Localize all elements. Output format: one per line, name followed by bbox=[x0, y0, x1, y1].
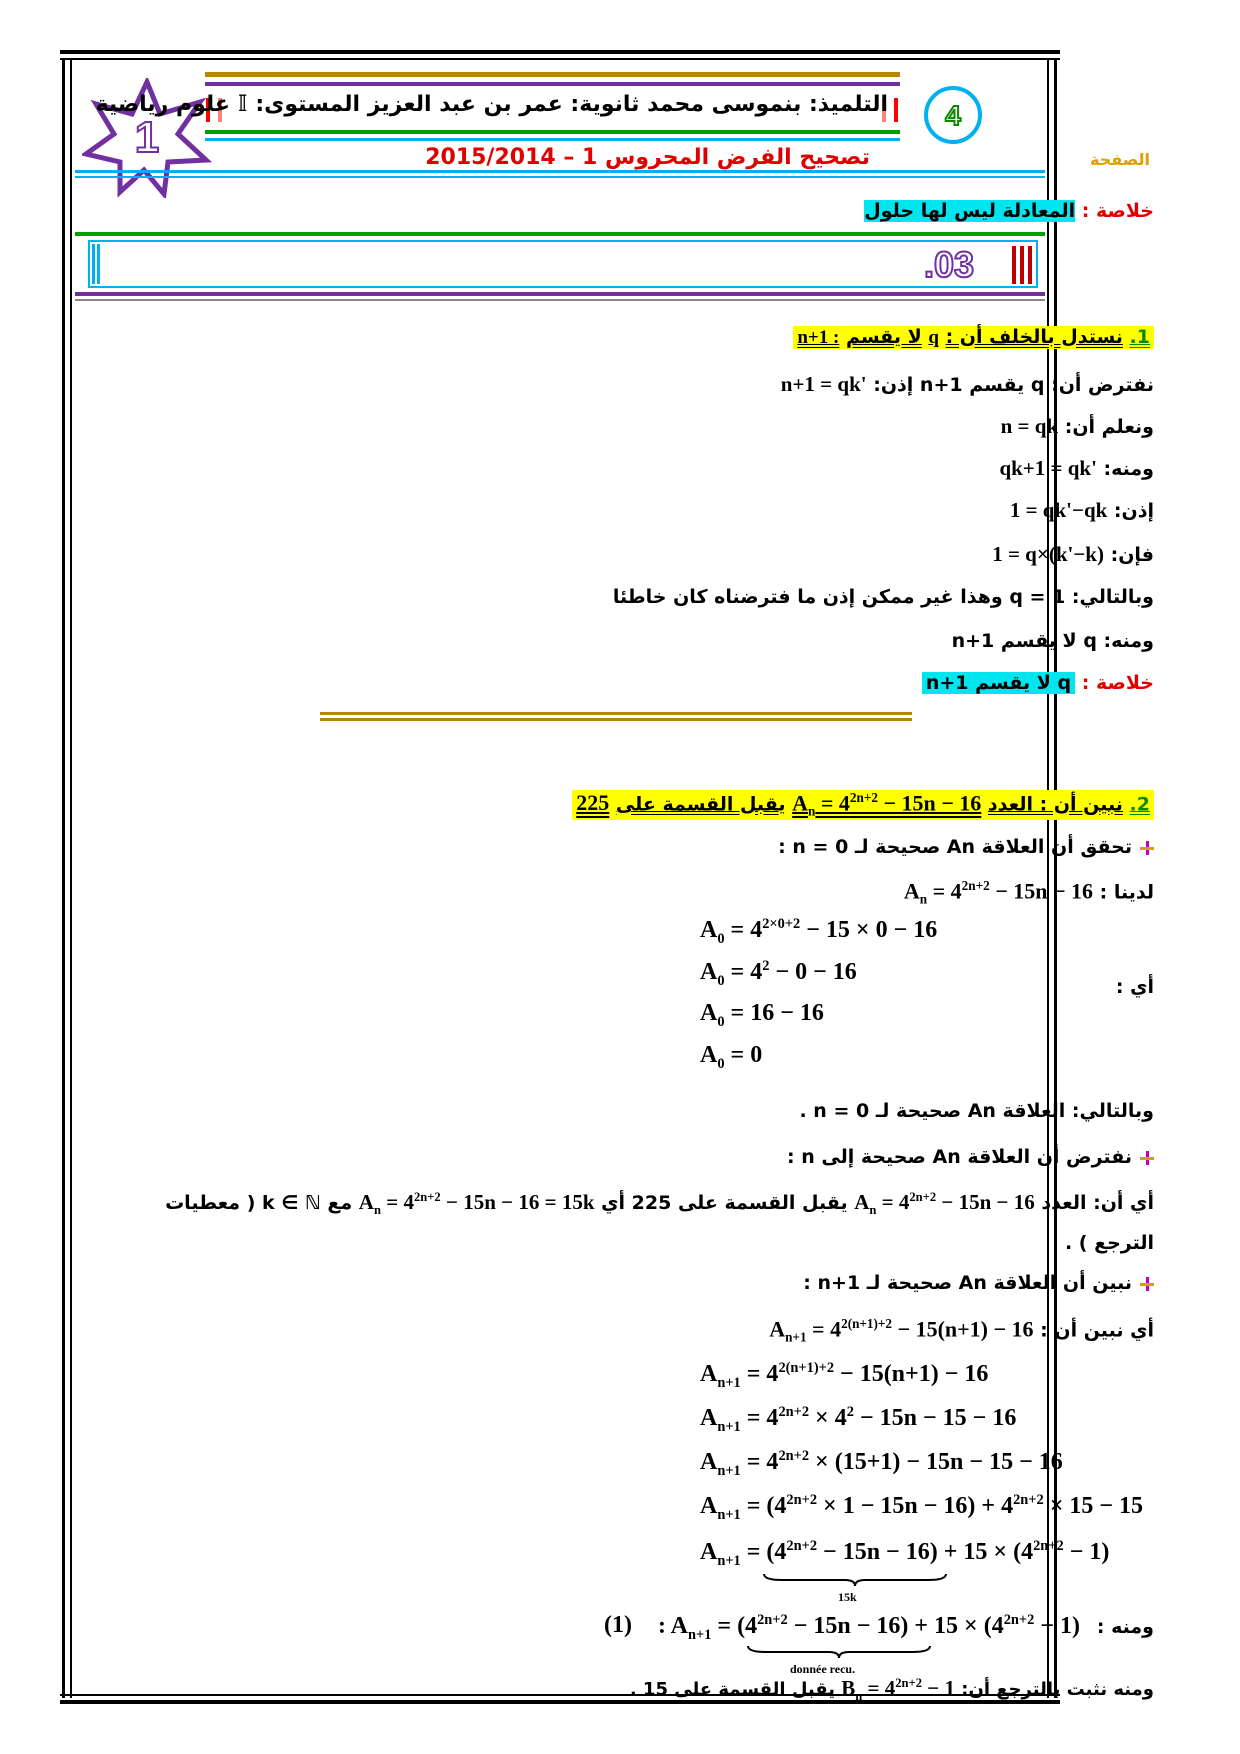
q2-an1-line4: $A_{n+1} = (4^{2n+2} \times 1 - 15n - 16) + 4^{2n+2} \times 15 - 15$ bbox=[700, 1492, 1144, 1523]
star-number: 1 bbox=[134, 113, 160, 162]
q2-a0-line4: $A_0 = 0$ bbox=[700, 1042, 763, 1072]
q2-eq-number: (1) bbox=[604, 1612, 632, 1638]
page-label: الصفحة bbox=[1089, 150, 1150, 169]
q2-an1-line3: $A_{n+1} = 4^{2n+2} \times (15+1) - 15n - 15 - 16$ bbox=[700, 1448, 1063, 1479]
header-bar-purple bbox=[205, 82, 900, 86]
banner-green bbox=[75, 232, 1045, 236]
q2-thus: ومنه : bbox=[1096, 1616, 1154, 1638]
q1-line-3-text: ومنه: bbox=[1103, 458, 1154, 480]
q2-hyp-b: يقبل القسمة على 225 أي bbox=[601, 1192, 848, 1214]
q1-title-expr: n+1 : bbox=[797, 327, 840, 348]
q1-title-b: لا يقسم bbox=[845, 326, 922, 348]
frame-top-inner bbox=[60, 58, 1060, 60]
q2-step2-text: نفترض أن العلاقة An صحيحة إلى n : bbox=[786, 1146, 1132, 1168]
exercise-number: .03 bbox=[924, 244, 975, 285]
brace-label-15k: 15k bbox=[838, 1590, 857, 1604]
bullet-icon bbox=[1140, 1151, 1154, 1165]
q1-line-7 bbox=[952, 630, 1154, 652]
q2-an1-line2: $A_{n+1} = 4^{2n+2} \times 4^2 - 15n - 15 - 16$ bbox=[700, 1404, 1017, 1435]
brace-label-donnee: donnée recu. bbox=[790, 1662, 856, 1676]
q2-title-div: 225 bbox=[576, 790, 610, 816]
q2-final-math: $B_n = 4^{2n+2} - 1$ bbox=[841, 1676, 955, 1704]
q2-final-a: ومنه نثبت بالترجع أن: bbox=[961, 1679, 1154, 1700]
q2-have-math: $A_n = 4^{2n+2} - 15n - 16$ bbox=[903, 878, 1094, 907]
rule-cyan-2 bbox=[75, 176, 1045, 178]
brace-icon bbox=[746, 1644, 932, 1660]
brace-icon bbox=[762, 1572, 948, 1588]
q2-hyp bbox=[165, 1190, 1154, 1218]
q2-step1 bbox=[778, 836, 1154, 858]
q1-line-3 bbox=[999, 456, 1154, 481]
q2-title bbox=[572, 790, 1154, 820]
q1-number: 1. bbox=[1129, 326, 1150, 348]
frame-top-outer bbox=[60, 50, 1060, 54]
q2-hyp-expr2: $A_n = 4^{2n+2} - 15n - 16 = 15k$ bbox=[358, 1190, 595, 1218]
bullet-icon bbox=[1140, 1277, 1154, 1291]
q1-summary bbox=[922, 672, 1154, 694]
banner-purple bbox=[75, 292, 1045, 296]
q1-line-4-math: 1 = qk'−qk bbox=[1009, 498, 1108, 522]
q2-hyp-expr1: $A_n = 4^{2n+2} - 15n - 16$ bbox=[854, 1190, 1035, 1218]
banner-gray bbox=[75, 299, 1045, 301]
q2-an1-line5: $A_{n+1} = (4^{2n+2} - 15n - 16) + 15 \times (4^{2n+2} - 1)$ bbox=[700, 1538, 1110, 1569]
frame-left-outer bbox=[62, 58, 65, 1698]
page-number-circle-icon bbox=[922, 84, 984, 146]
q2-title-expr: $A_n = 4^{2n+2} - 15n - 16$ bbox=[792, 790, 982, 819]
q2-show bbox=[769, 1316, 1154, 1346]
header-bar-green bbox=[205, 130, 900, 134]
q2-have-label: لدينا : bbox=[1099, 881, 1154, 904]
q2-show-math: $A_{n+1} = 4^{2(n+1)+2} - 15(n+1) - 16$ bbox=[769, 1316, 1034, 1345]
rule-cyan-1 bbox=[75, 170, 1045, 173]
q2-number: 2. bbox=[1129, 793, 1150, 816]
q2-show-label: أي نبين أن : bbox=[1040, 1319, 1154, 1342]
header-bar-blue bbox=[205, 138, 900, 141]
q1-line-4 bbox=[1010, 498, 1154, 523]
summary-top-label: خلاصة : bbox=[1081, 200, 1154, 222]
bullet-icon bbox=[1140, 841, 1154, 855]
frame-left-inner bbox=[70, 58, 72, 1698]
page-number: 4 bbox=[945, 100, 961, 131]
q1-summary-label: خلاصة : bbox=[1081, 672, 1154, 694]
q2-a0-line1: $A_0 = 4^{2\times 0+2} - 15 \times 0 - 16$ bbox=[700, 916, 938, 947]
q1-summary-text: q لا يقسم n+1 bbox=[922, 672, 1075, 694]
page-title: تصحيح الفرض المحروس 1 – 2015/2014 bbox=[425, 145, 870, 170]
q1-line-1-math: n+1 = qk' bbox=[780, 372, 867, 396]
banner-right-marks bbox=[1012, 246, 1034, 284]
q2-step1-text: تحقق أن العلاقة An صحيحة لـ n = 0 : bbox=[778, 836, 1132, 858]
q2-ie: أي : bbox=[1115, 976, 1154, 998]
q2-hyp-c: مع k ∈ ℕ ( معطيات bbox=[165, 1192, 353, 1214]
q1-line-5-math: 1 = q×(k'−k) bbox=[992, 542, 1104, 566]
q2-hyp-d: الترجع ) . bbox=[1064, 1232, 1154, 1254]
q2-an1-line1: $A_{n+1} = 4^{2(n+1)+2} - 15(n+1) - 16$ bbox=[700, 1360, 989, 1391]
q2-thus-eq: : $A_{n+1} = (4^{2n+2} - 15n - 16) + 15 \times (4^{2n+2} - 1)$ bbox=[658, 1612, 1081, 1643]
q2-final-line bbox=[630, 1676, 1154, 1704]
q1-line-2-text: ونعلم أن: bbox=[1064, 416, 1154, 438]
q2-have bbox=[904, 878, 1154, 908]
q1-line-5 bbox=[992, 542, 1154, 567]
q2-step3 bbox=[803, 1272, 1154, 1294]
q1-line-1 bbox=[781, 372, 1154, 397]
q1-title bbox=[793, 326, 1154, 349]
banner-box bbox=[88, 240, 1038, 288]
q1-line-7-text: ومنه: q لا يقسم n+1 bbox=[951, 630, 1154, 652]
q2-conclude0: وبالتالي: العلاقة An صحيحة لـ n = 0 . bbox=[799, 1100, 1154, 1122]
separator-1 bbox=[320, 712, 912, 715]
q2-hyp-a: أي أن: العدد bbox=[1041, 1192, 1154, 1214]
q2-title-a: نبين أن : العدد bbox=[987, 793, 1123, 816]
q2-a0-line2: $A_0 = 4^2 - 0 - 16$ bbox=[700, 958, 857, 989]
q1-line-2 bbox=[1001, 414, 1154, 439]
header-bar-brown bbox=[205, 72, 900, 77]
q1-line-6-text: وبالتالي: q = 1 وهذا غير ممكن إذن ما فترضناه كان خاطئا bbox=[612, 586, 1154, 608]
q1-line-2-math: n = qk bbox=[1000, 414, 1059, 438]
q1-line-4-text: إذن: bbox=[1113, 500, 1154, 522]
student-line: التلميذ: بنموسى محمد ثانوية: عمر بن عبد العزيز المستوى: 𝕀 علوم رياضية bbox=[95, 92, 888, 117]
q2-title-b: يقبل القسمة على bbox=[615, 793, 786, 816]
q2-a0-line3: $A_0 = 16 - 16$ bbox=[700, 1000, 824, 1030]
q2-step3-text: نبين أن العلاقة An صحيحة لـ n+1 : bbox=[803, 1272, 1132, 1294]
q1-title-a: نستدل بالخلف أن : bbox=[945, 326, 1123, 348]
banner-left-marks bbox=[92, 244, 100, 284]
summary-top-text: المعادلة ليس لها حلول bbox=[864, 200, 1076, 222]
q1-line-5-text: فإن: bbox=[1110, 544, 1154, 566]
q1-line-1-text: نفترض أن: q يقسم n+1 إذن: bbox=[873, 374, 1154, 396]
separator-2 bbox=[320, 718, 912, 721]
summary-top bbox=[864, 200, 1154, 222]
q1-line-6 bbox=[613, 586, 1154, 608]
q1-title-q: q bbox=[928, 327, 939, 348]
q2-step2 bbox=[787, 1146, 1154, 1168]
q1-line-3-math: qk+1 = qk' bbox=[999, 456, 1097, 480]
q2-final-b: يقبل القسمة على 15 . bbox=[629, 1679, 835, 1700]
